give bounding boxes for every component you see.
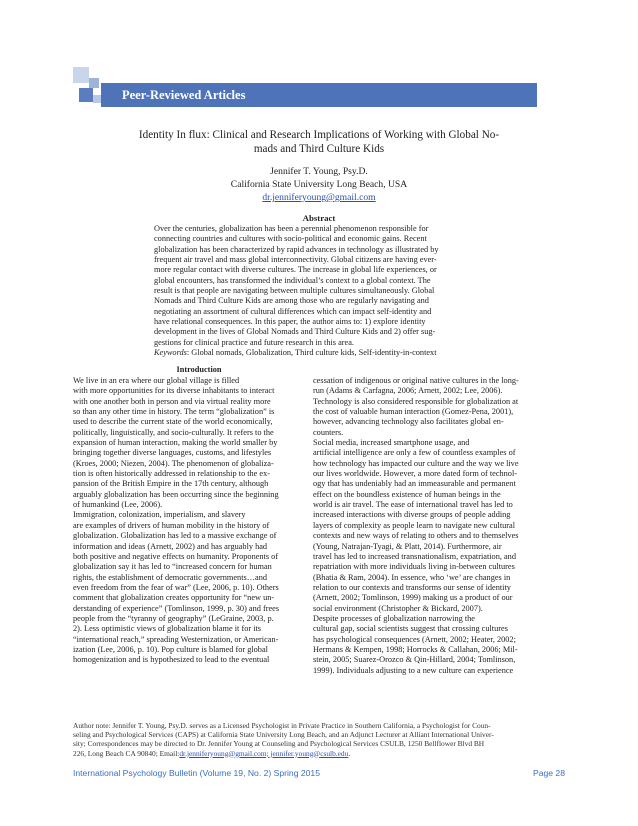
article-title: Identity In flux: Clinical and Research Implications of Working with Global No- mads and Third Culture Kids [138,129,500,155]
keywords-label: Keywords [154,348,187,358]
abstract-body [154,224,484,358]
abstract-text: Over the centuries, globalization has been a perennial phenomenon responsible for connecting countries and cultures with socio-political and economic gains. Recent globalization has been characterized by rapid advances in technology as illustrated by frequent air travel and mass global interconnectivity. Global citizens are having ever- more regular contact with diverse cultures. The increase in global life experiences, or global encounters, has transformed the individual’s context to a global context. The result is that people are navigating between multiple cultures simultaneously. Global Nomads and Third Culture Kids are among those who are regularly navigating and negotiating an assortment of cultural differences which can impact self-identity and have relational consequences. In this paper, the author aims to: 1) explore identity development in the lives of Global Nomads and Third Culture Kids and 2) offer sug- gestions for clinical practice and future research in this area. [154,224,439,347]
section-title: Peer-Reviewed Articles [122,88,246,102]
author-affiliation: California State University Long Beach, USA [230,179,408,190]
author-name: Jennifer T. Young, Psy.D. [270,166,368,177]
author-note-text: Author note: Jennifer T. Young, Psy.D. serves as a Licensed Psychologist in Private Practice in Southern California, a Psychologist for Coun- seling and Psychological Services (CAPS) at California State University Long Beach, and an Adjunct Lecturer at Alliant International Univer- sity; Correspondences may be directed to Dr. Jennifer Young at Counseling and Psychological Services CSULB, 1250 Bellflower Blvd BH 226, Long Beach CA 90840; Email: [73,721,494,758]
left-column-text: We live in an era where our global village is filled with more opportunities for its diverse inhabitants to interact with one another both in person and via virtual reality more so than any other time in history. The term “globalization” is used to describe the current state of the world economically, politically, linguistically, and socio-culturally. It refers to the expansion of human interaction, making the world smaller by bringing together diverse languages, customs, and lifestyles (Kroes, 2000; Niezen, 2004). The phenomenon of globaliza- tion is often historically addressed in relationship to the ex- pansion of the British Empire in the 17th century, although arguably globalization has been occurring since the beginning of humankind (Lee, 2006). Immigration, colonization, imperialism, and slavery are examples of drivers of human mobility in the history of globalization. Globalization has led to a massive exchange of information and ideas (Arnett, 2002) and has arguably had both positive and negative effects on humanity. Proponents of globalization say it has led to “increased concern for human rights, the establishment of democratic governments…and even freedom from the fear of war” (Lee, 2006, p. 10). Others comment that globalization creates opportunity for “new un- derstanding of experience” (Tomlinson, 1999, p. 30) and frees people from the “tyranny of geography” (LeGraine, 2003, p. 2). Less optimistic views of globalization blame it for its “international reach,” spreading Westernization, or American- ization (Lee, 2006, p. 10). Pop culture is blamed for global homogenization and is hypothesized to lead to the eventual [73,376,280,665]
author-email-link[interactable]: dr.jenniferyoung@gmail.com [262,192,376,203]
right-column-text: cessation of indigenous or original native cultures in the long- run (Adams & Carfagna, 2006; Arnett, 2002; Lee, 2006). Technology is also considered responsible for globalization at the cost of valuable human interaction (Gomez-Pena, 2001), however, advancing technology also facilitates global en- counters. Social media, increased smartphone usage, and artificial intelligence are only a few of countless examples of how technology has impacted our culture and the way we live our lives worldwide. However, a more dated form of technol- ogy that has undeniably had an immeasurable and permanent effect on the boundless existence of human beings in the world is air travel. The ease of international travel has led to increased interactions with diverse groups of people adding layers of complexity as people learn to navigate new cultural contexts and new ways of relating to others and to themselves (Young, Natrajan-Tyagi, & Platt, 2014). Furthermore, air travel has led to increased transnationalism, expatriation, and repatriation with more individuals living in-between cultures (Bhatia & Ram, 2004). In essence, who ‘we’ are changes in relation to our contexts and transforms our sense of identity (Arnett, 2002; Tomlinson, 1999) making us a product of our social environment (Christopher & Bickard, 2007). Despite processes of globalization narrowing the cultural gap, social scientists suggest that crossing cultures has psychological consequences (Arnett, 2002; Heater, 2002; Hermans & Kempen, 1998; Horrocks & Callahan, 2006; Mil- stein, 2005; Suarez-Orozco & Qin-Hillard, 2004; Tomlinson, 1999). Individuals adjusting to a new culture can experience [313,376,519,675]
author-note-end: . [348,748,351,758]
decorative-square [79,88,93,102]
author-email-row [0,192,638,204]
decorative-square [89,78,99,88]
keywords-list: : Global nomads, Globalization, Third culture kids, Self-identity-in-context [186,348,437,358]
abstract-heading: Abstract [302,213,336,223]
author-note [73,721,565,758]
introduction-heading: Introduction [176,365,222,374]
decorative-square [93,95,101,103]
page-footer [73,768,565,780]
journal-citation: International Psychology Bulletin (Volume 19, No. 2) Spring 2015 [73,768,320,778]
page-number: Page 28 [532,768,565,778]
author-note-emails[interactable]: dr.jenniferyoung@gmail.com; jennifer.young@csulb.edu [179,748,349,758]
decorative-square [73,67,89,83]
